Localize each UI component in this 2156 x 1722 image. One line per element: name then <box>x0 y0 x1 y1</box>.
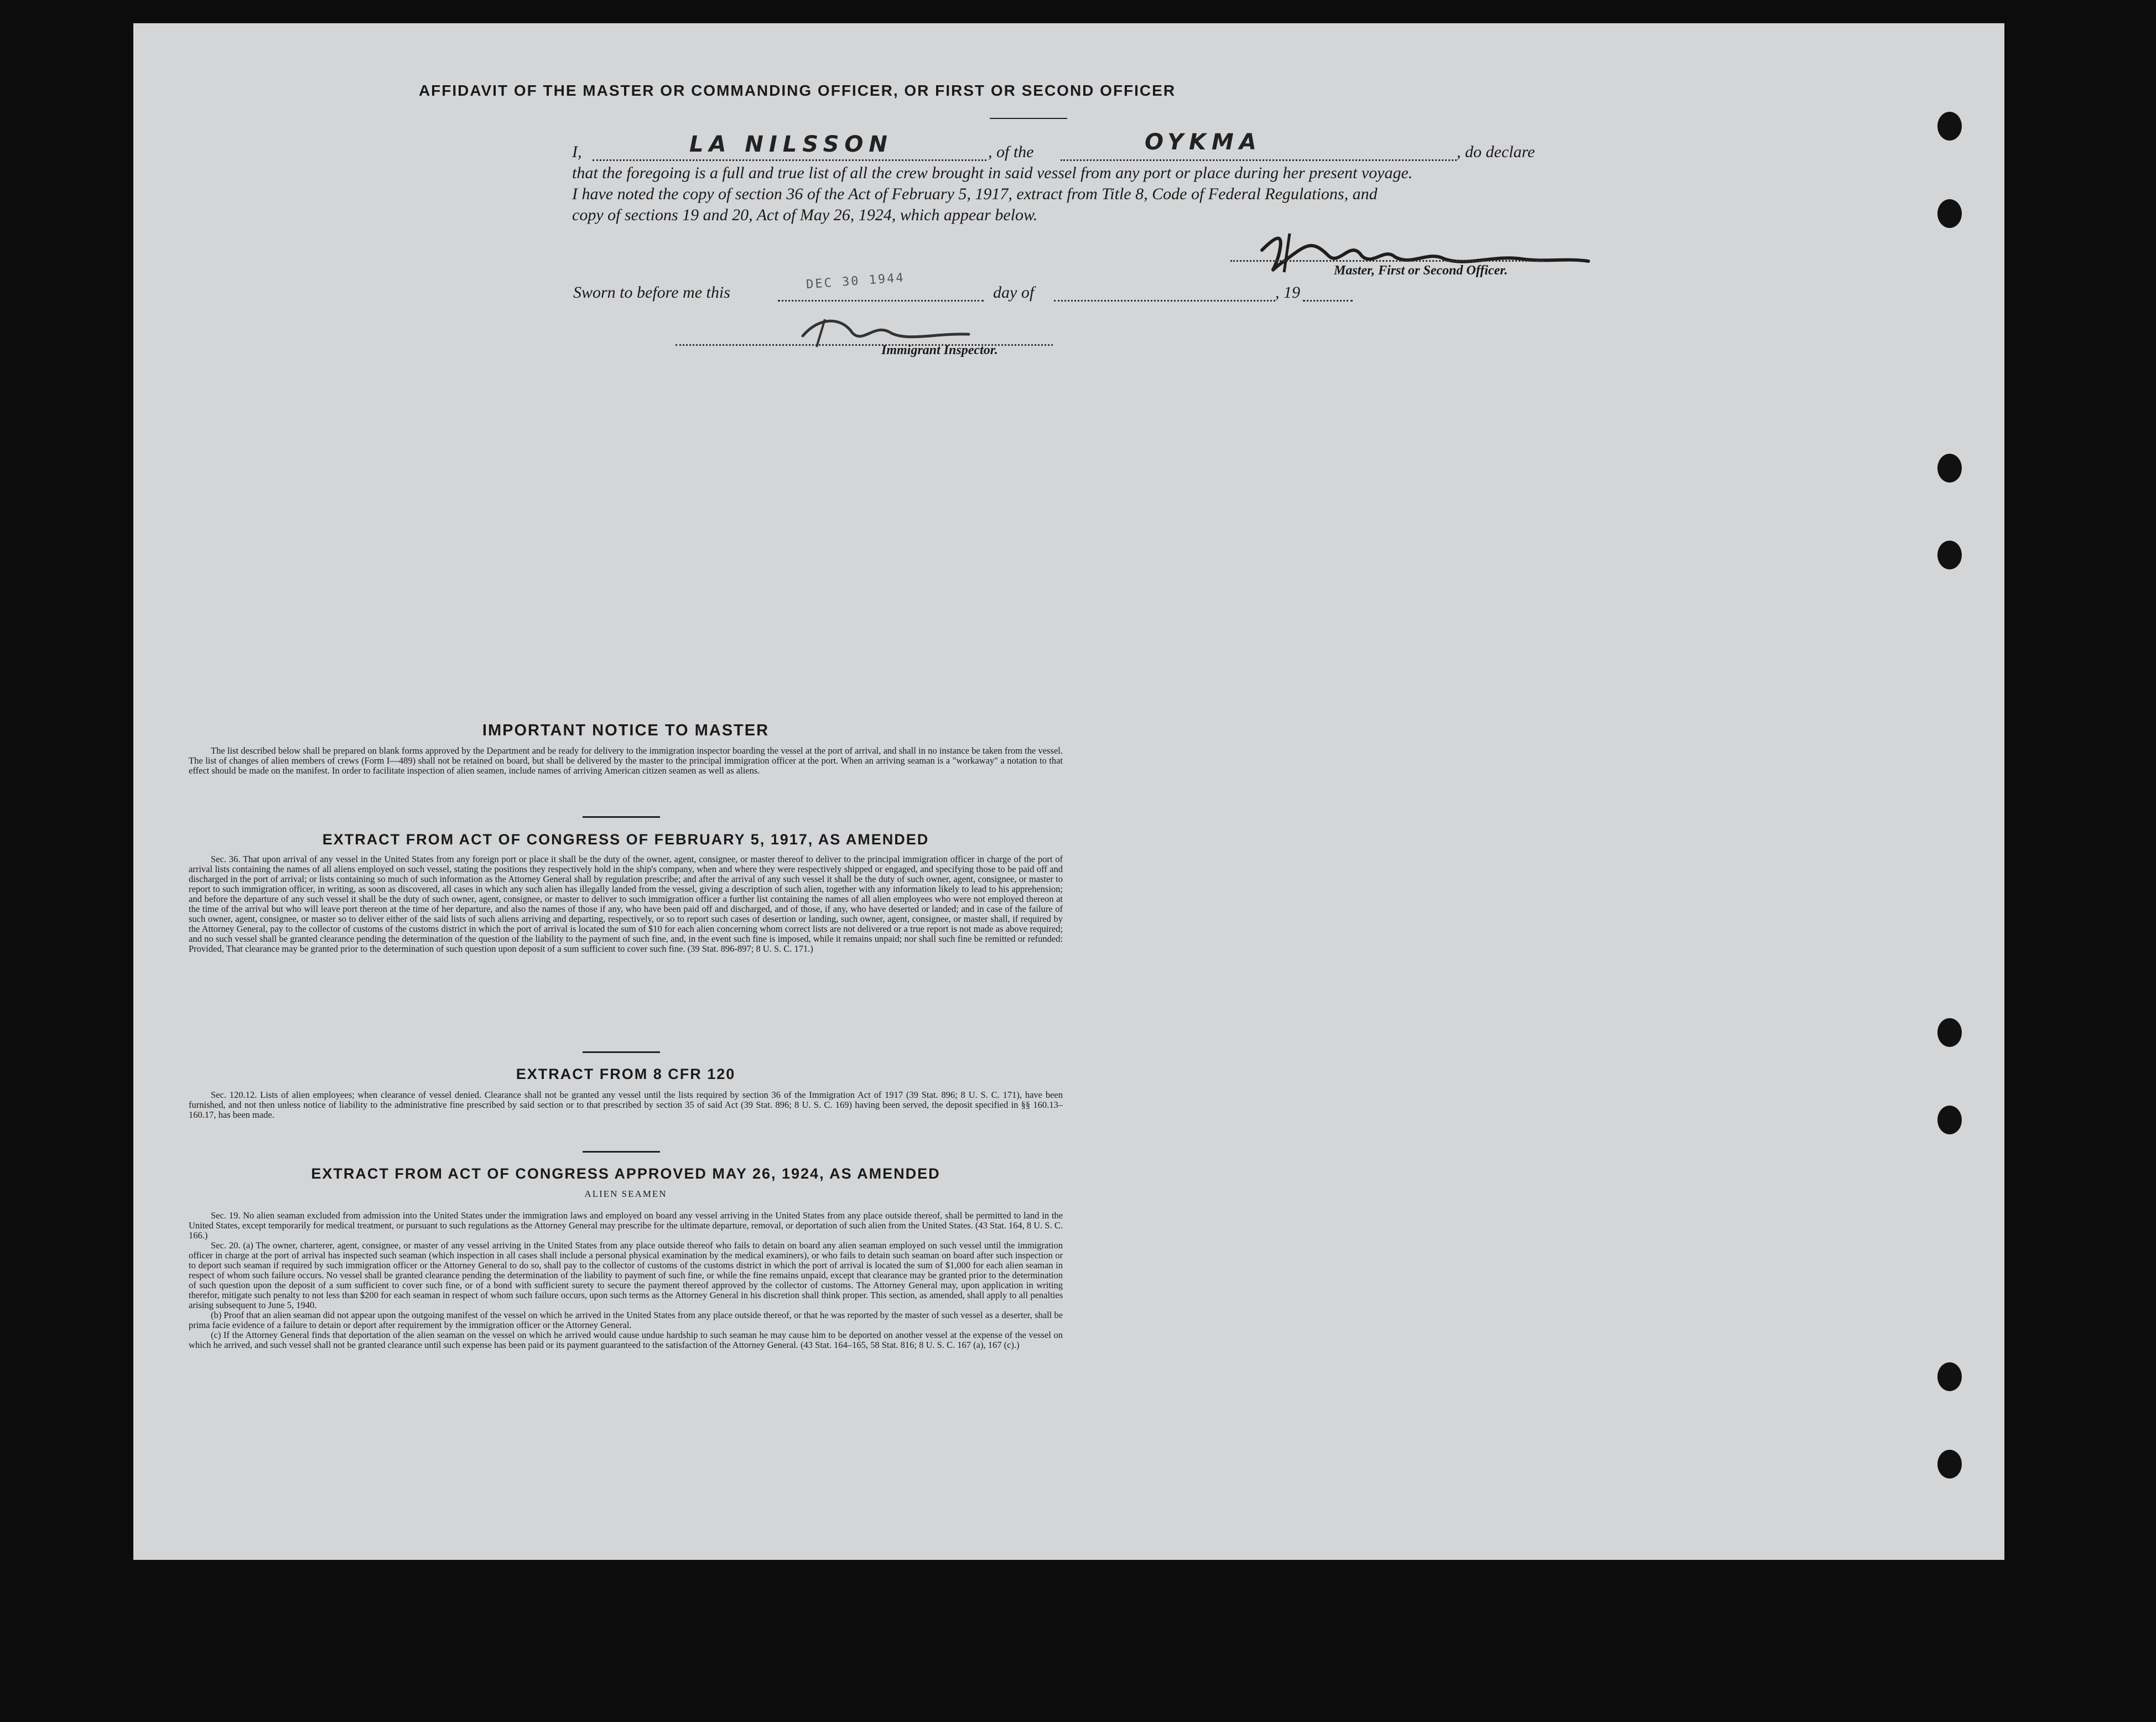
sworn-year-prefix: , 19 <box>1275 283 1300 302</box>
affidavit-title: AFFIDAVIT OF THE MASTER OR COMMANDING OFFICER, OR FIRST OR SECOND OFFICER <box>418 82 1176 99</box>
punch-hole <box>1937 112 1962 141</box>
master-name-handwritten: LA NILSSON <box>689 132 893 157</box>
punch-hole <box>1937 1362 1962 1391</box>
vessel-name-handwritten: OYKMA <box>1145 129 1262 155</box>
signature-label: Master, First or Second Officer. <box>1334 263 1508 278</box>
divider <box>583 1151 660 1153</box>
affidavit-do-declare: , do declare <box>1457 143 1535 161</box>
extract-1924-sec19: Sec. 19. No alien seaman excluded from admission into the United States under the immigration laws and employed on board any vessel arriving in the United States from any place outside thereof, shall be permitted to land in the United States, except temporarily for medical treatment, or pursuant to such regulations as the Attorney General may prescribe for the ultimate departure, removal, or deportation of such alien from the United States. (43 Stat. 164, 8 U. S. C. 166.) <box>189 1210 1063 1241</box>
extract-cfr-body <box>189 1090 1063 1120</box>
punch-hole <box>1937 454 1962 483</box>
extract-1924-sec20a: Sec. 20. (a) The owner, charterer, agent, consignee, or master of any vessel arriving in the United States from any place outside thereof who fails to detain on board any alien seaman employed on such vessel until the immigration officer in charge at the port of arrival has inspected such seaman (which inspection in all cases shall include a personal physical examination by the medical examiners), or who fails to detain such seaman on board after such inspection or to deport such seaman if required by such immigration officer or the Attorney General to do so, shall pay to the collector of customs of the customs district in which the port of arrival is located the sum of $1,000 for each alien seaman in respect of whom such failure occurs. No vessel shall be granted clearance pending the determination of the liability to payment of such fine, or while the fine remains unpaid, except that clearance may be granted prior to the determination of such question upon the deposit of a sum sufficient to cover such fine, or of a bond with sufficient surety to secure the payment thereof approved by the collector of customs. The Attorney General may, upon application in writing therefor, mitigate such penalty to not less than $200 for each seaman in respect of whom such failure occurs, upon such terms as the Attorney General in his discretion shall think proper. This section, as amended, shall apply to all penalties arising subsequent to June 5, 1940. <box>189 1240 1063 1310</box>
notice-title: IMPORTANT NOTICE TO MASTER <box>482 722 770 739</box>
punch-hole <box>1937 1450 1962 1479</box>
affidavit-line-3: I have noted the copy of section 36 of the Act of February 5, 1917, extract from Title 8, Code of Federal Regulations, and <box>572 185 1378 203</box>
divider <box>990 118 1067 119</box>
date-stamp: DEC 30 1944 <box>806 271 906 292</box>
divider <box>583 816 660 818</box>
inspector-label: Immigrant Inspector. <box>881 343 998 357</box>
notice-text: The list described below shall be prepared on blank forms approved by the Department and be ready for delivery to the immigration inspector boarding the vessel at the port of arrival, and shall in no instance be taken from the vessel. The list of changes of alien members of crews (Form I—489) shall not be retained on board, but shall be delivered by the master to the principal immigration officer at the port. When an arriving seaman is a "workaway" a notation to that effect should be made on the manifest. In order to facilitate inspection of alien seamen, include names of arriving American citizen seamen as well as aliens. <box>189 745 1063 776</box>
extract-cfr-sec: Sec. 120.12. Lists of alien employees; when clearance of vessel denied. Clearance shall not be granted any vessel until the lists required by section 36 of the Immigration Act of 1917 (39 Stat. 896; 8 U. S. C. 171), have been furnished, and not then unless notice of liability to the administrative fine prescribed by said section or to that prescribed by section 35 of said Act (39 Stat. 896; 8 U. S. C. 169) having been served, the deposit specified in §§ 160.13–160.17, has been made. <box>189 1090 1063 1120</box>
affidavit-of-the: , of the <box>988 143 1034 161</box>
sworn-month-line <box>1054 290 1275 302</box>
extract-1924-title: EXTRACT FROM ACT OF CONGRESS APPROVED MAY 26, 1924, AS AMENDED <box>311 1165 941 1182</box>
sworn-year-line <box>1303 290 1353 302</box>
document-page <box>133 23 2004 1560</box>
extract-cfr-title: EXTRACT FROM 8 CFR 120 <box>516 1066 736 1082</box>
extract-1917-sec36: Sec. 36. That upon arrival of any vessel in the United States from any foreign port or place it shall be the duty of the owner, agent, consignee, or master thereof to deliver to the principal immigration officer in charge of the port of arrival lists containing the names of all aliens employed on such vessel, stating the positions they respectively hold in the ship's company, when and where they were respectively shipped or engaged, and specifying those to be paid off and discharged in the port of arrival; or lists containing so much of such information as the Attorney General shall by regulation prescribe; and after the arrival of any such vessel it shall be the duty of such owner, agent, consignee, or master to report to such immigration officer, in writing, as soon as discovered, all cases in which any such alien has illegally landed from the vessel, giving a description of such alien, together with any information likely to lead to his apprehension; and before the departure of any such vessel it shall be the duty of such owner, agent, consignee, or master to deliver to such immigration officer a further list containing the names of all alien employees who were not employed thereon at the time of the arrival but who will leave port thereon at the time of her departure, and also the names of those if any, who have been paid off and discharged, and of those, if any, who have deserted or landed; and in case of the failure of such owner, agent, consignee, or master so to deliver either of the said lists of such aliens arriving and departing, respectively, or so to report such cases of desertion or landing, such owner, agent, consignee, or master shall, if required by the Attorney General, pay to the collector of customs of the customs district in which the port of arrival is located the sum of $10 for each alien concerning whom correct lists are not delivered or a true report is not made as above required; and no such vessel shall be granted clearance pending the determination of the question of the liability to the payment of such fine, and, in the event such fine is imposed, while it remains unpaid; nor shall such fine be remitted or refunded: Provided, That clearance may be granted prior to the determination of such question upon deposit of a sum sufficient to cover such fine. (39 Stat. 896-897; 8 U. S. C. 171.) <box>189 854 1063 954</box>
extract-1917-title: EXTRACT FROM ACT OF CONGRESS OF FEBRUARY 5, 1917, AS AMENDED <box>322 831 929 848</box>
affidavit-i-prefix: I, <box>572 143 582 161</box>
sworn-day-line <box>778 290 984 302</box>
affidavit-line-4: copy of sections 19 and 20, Act of May 26, 1924, which appear below. <box>572 206 1038 224</box>
extract-1924-body <box>189 1211 1063 1350</box>
extract-1924-sec20b: (b) Proof that an alien seaman did not appear upon the outgoing manifest of the vessel on which he arrived in the United States from any place outside thereof, or that he was reported by the master of such vessel as a deserter, shall be prima facie evidence of a failure to detain or deport after requirement by the immigration officer or the Attorney General. <box>189 1310 1063 1330</box>
affidavit-line-2: that the foregoing is a full and true list of all the crew brought in said vessel from any port or place during her present voyage. <box>572 164 1413 182</box>
divider <box>583 1051 660 1053</box>
punch-hole <box>1937 1018 1962 1047</box>
extract-1917-body <box>189 854 1063 954</box>
notice-body <box>189 746 1063 776</box>
sworn-day-of: day of <box>993 283 1035 302</box>
sworn-prefix: Sworn to before me this <box>573 283 730 302</box>
punch-hole <box>1937 199 1962 228</box>
extract-1924-sec20c: (c) If the Attorney General finds that deportation of the alien seaman on the vessel on which he arrived would cause undue hardship to such seaman he may cause him to be deported on another vessel at the expense of the vessel on which he arrived, and such vessel shall not be granted clearance until such expense has been paid or its payment guaranteed to the satisfaction of the Attorney General. (43 Stat. 164–165, 58 Stat. 816; 8 U. S. C. 167 (a), 167 (c).) <box>189 1330 1063 1350</box>
punch-hole <box>1937 541 1962 569</box>
signature-line <box>1230 250 1544 262</box>
extract-1924-subtitle: ALIEN SEAMEN <box>584 1189 667 1199</box>
punch-hole <box>1937 1106 1962 1134</box>
